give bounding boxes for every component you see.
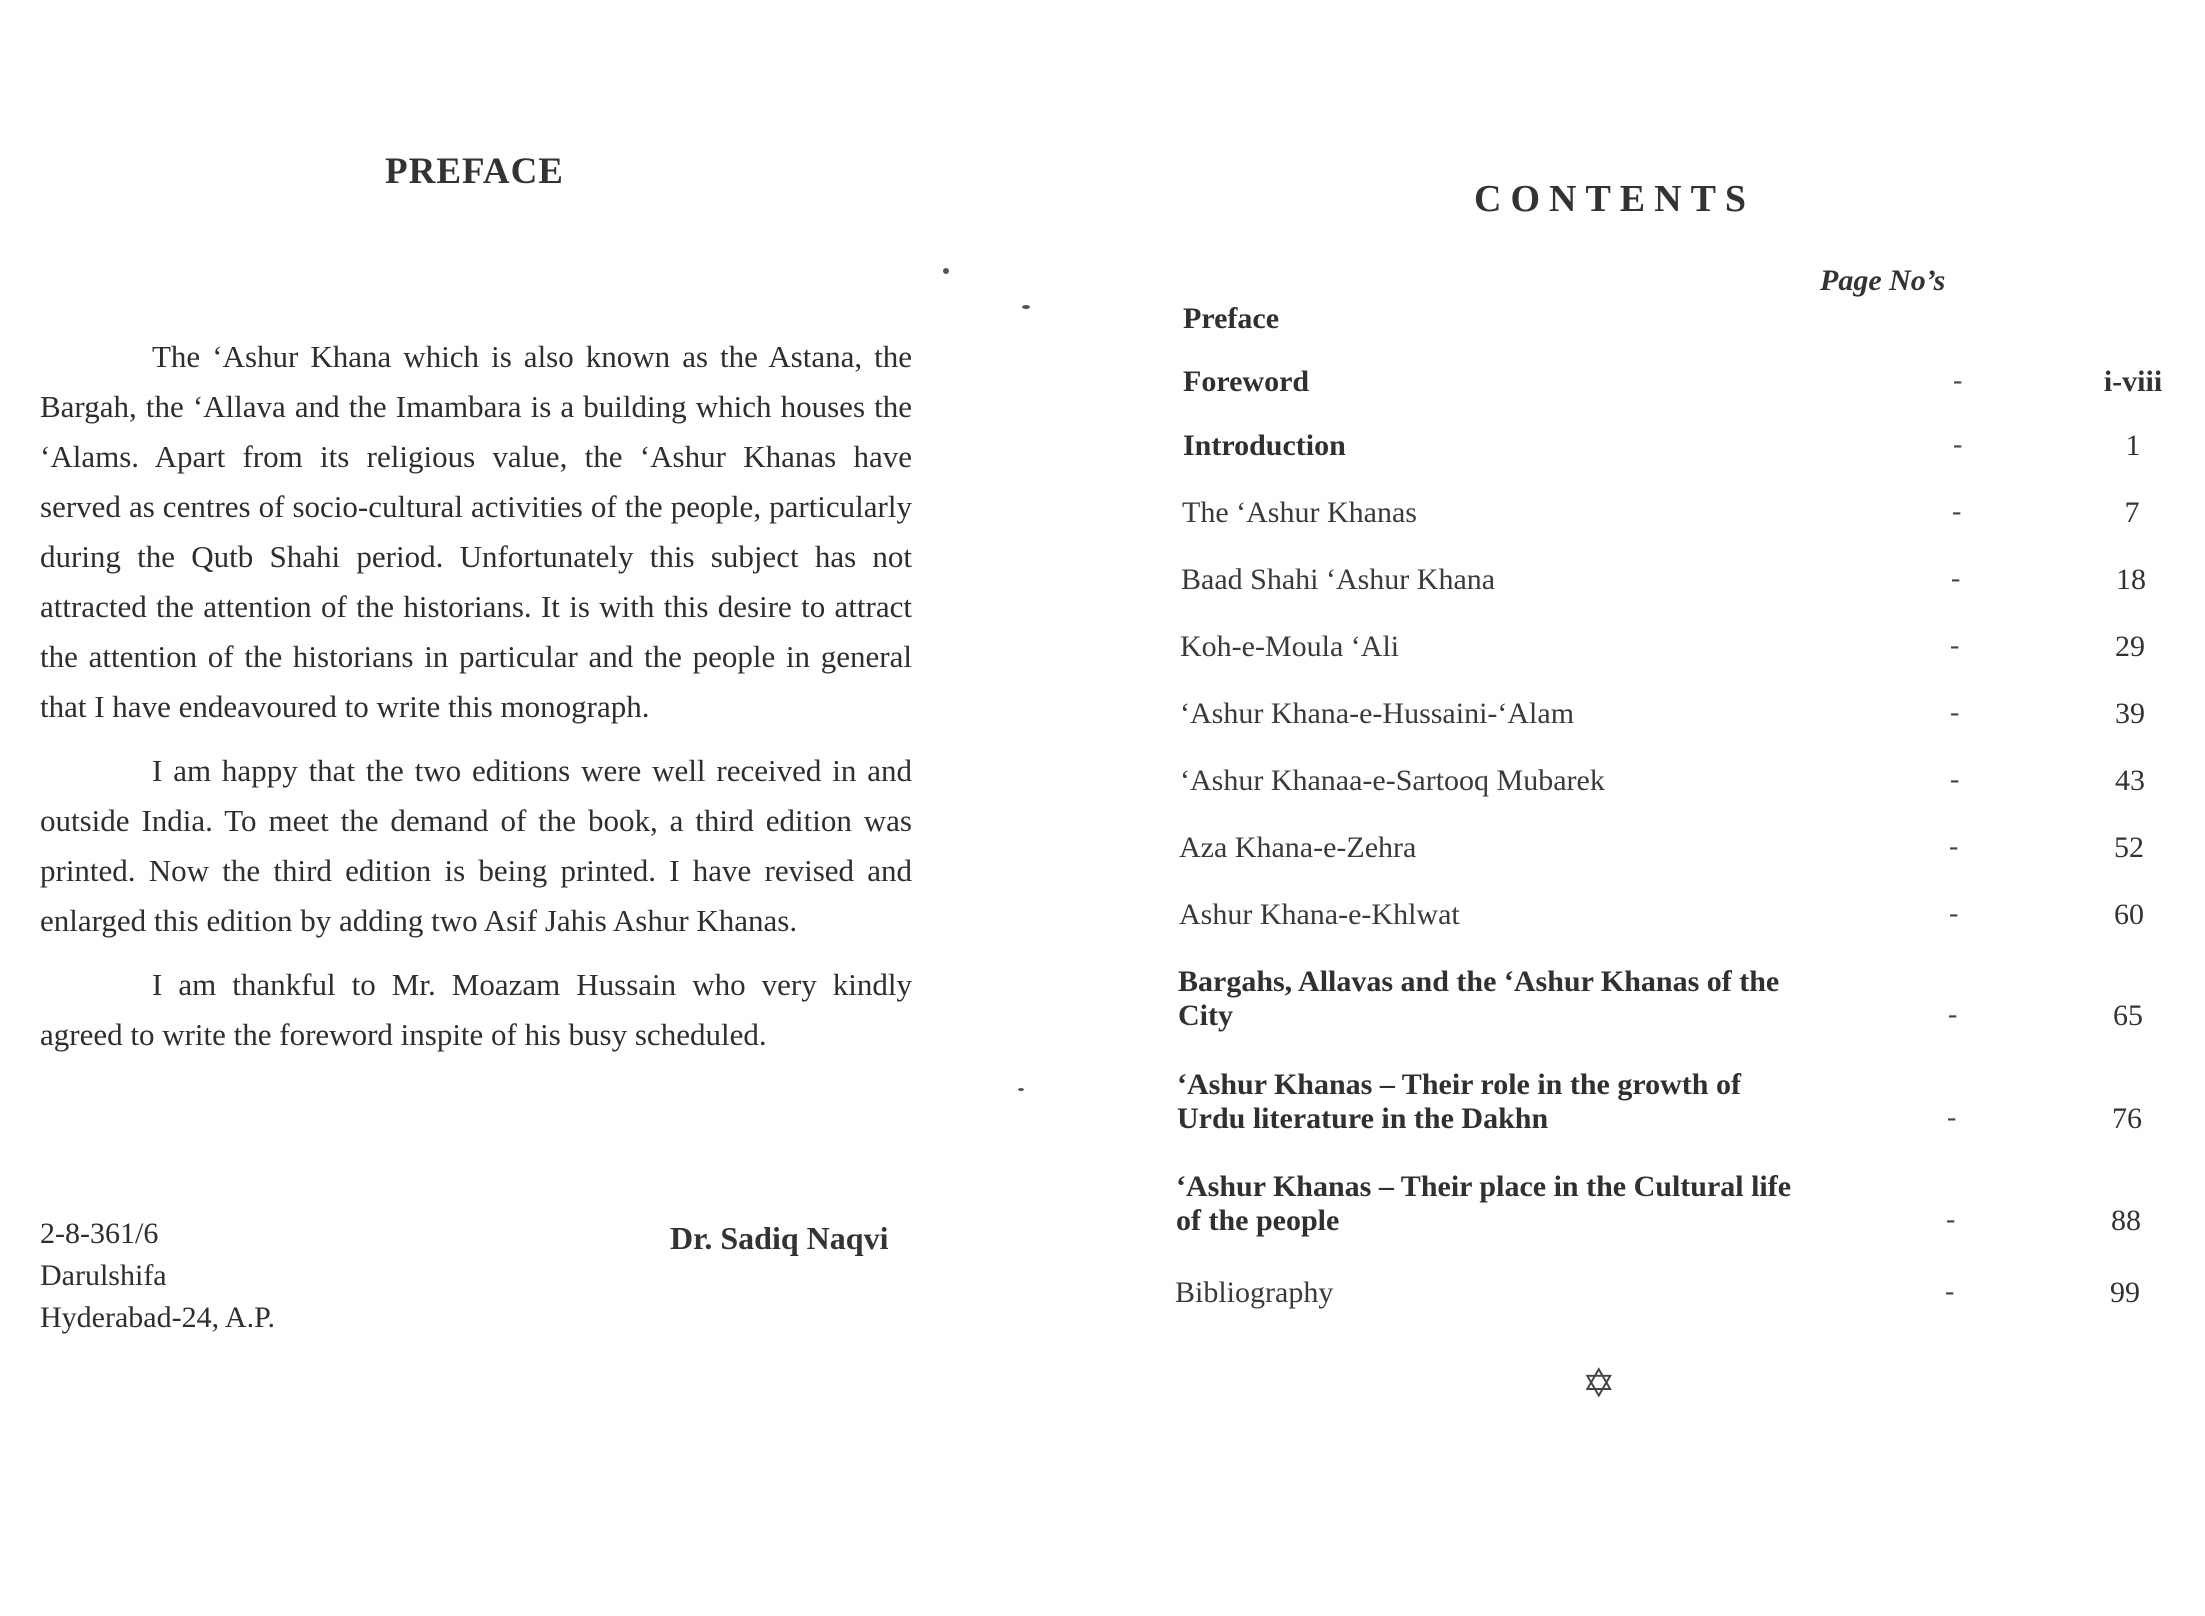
toc-entry [1176,1168,2198,1238]
toc-entry-dash: - [1949,898,1959,929]
toc-entry [1179,862,2201,932]
toc-entry-dash: - [1952,496,1962,527]
toc-entry-page: 43 [2115,764,2145,797]
toc-entry [1175,1240,2197,1310]
toc-entry [1183,329,2205,399]
toc-entry-dash: - [1951,563,1961,594]
toc-entry [1180,594,2202,664]
address-line-3: Hyderabad-24, A.P. [40,1301,275,1334]
toc-entry-title: ‘Ashur Khanas – Their place in the Cultural life of the people [1176,1170,1792,1237]
scan-speck [1022,305,1030,309]
toc-entry-title: Preface [1183,302,1280,335]
preface-body [40,332,912,1074]
toc-entry-title: ‘Ashur Khana-e-Hussaini-‘Alam [1180,697,1575,730]
toc-entry-title: Introduction [1183,429,1346,462]
toc-entry-dash: - [1949,831,1959,862]
toc-entry-title: Foreword [1183,365,1310,398]
toc-entry-page: 60 [2114,898,2144,931]
preface-paragraph-2: I am happy that the two editions were well received in and outside India. To meet the demand of the book, a third edition was printed. Now the third edition is being printed. I have revised and enlarged this edition by adding two Asif Jahis Ashur Khanas. [40,753,912,938]
toc-entry-dash: - [1947,1102,1957,1133]
toc-entry-title: The ‘Ashur Khanas [1182,496,1417,529]
toc-entry-page: 52 [2114,831,2144,864]
address-line-2: Darulshifa [40,1259,167,1292]
toc-entry-title: Baad Shahi ‘Ashur Khana [1181,563,1496,596]
toc-entry [1180,661,2202,731]
scan-speck [943,268,949,274]
toc-entry-title: Ashur Khana-e-Khlwat [1179,898,1460,931]
toc-entry-page: 88 [2111,1204,2141,1237]
toc-entry [1179,795,2201,865]
toc-entry-title: Koh-e-Moula ‘Ali [1180,630,1400,663]
toc-entry-dash: - [1946,1204,1956,1235]
scan-speck [1018,1088,1024,1091]
toc-entry-page: 65 [2113,999,2143,1032]
preface-page [0,0,1000,1616]
author-address [40,1213,275,1339]
toc-entry-page: 99 [2110,1276,2140,1309]
contents-page [1000,0,2163,1616]
toc-entry-page: i-viii [2103,365,2163,398]
toc-entry [1178,963,2200,1033]
star-ornament-icon: ✡ [1582,1361,1616,1406]
toc-entry-title: Bibliography [1175,1276,1334,1309]
toc-entry-page: 39 [2115,697,2145,730]
toc-entry-dash: - [1950,697,1960,728]
toc-entry-dash: - [1948,999,1958,1030]
page-numbers-header: Page No’s [1820,264,1946,297]
toc-entry [1183,266,2205,336]
toc-entry [1181,527,2203,597]
author-signature: Dr. Sadiq Naqvi [670,1220,889,1256]
preface-paragraph-1: The ‘Ashur Khana which is also known as the Astana, the Bargah, the ‘Allava and the Imambara is a building which houses the ‘Alams. Apart from its religious value, the ‘Ashur Khanas have served as centres of socio-cultural activities of the people, particularly during the Qutb Shahi period. Unfortunately this subject has not attracted the attention of the historians. It is with this desire to attract the attention of the historians in particular and the people in general that I have endeavoured to write this monograph. [40,339,912,724]
toc-entry-title: ‘Ashur Khanaa-e-Sartooq Mubarek [1180,764,1605,797]
preface-title: PREFACE [385,151,564,192]
toc-entry-dash: - [1945,1276,1955,1307]
toc-entry [1177,1066,2199,1136]
toc-entry-title: Aza Khana-e-Zehra [1179,831,1417,864]
toc-entry-dash: - [1953,429,1963,460]
toc-entry-page: 29 [2115,630,2145,663]
preface-paragraph-3: I am thankful to Mr. Moazam Hussain who very kindly agreed to write the foreword inspite of his busy scheduled. [40,967,912,1052]
toc-entry-title: Bargahs, Allavas and the ‘Ashur Khanas of the City [1178,965,1780,1032]
contents-title: CONTENTS [1474,178,1756,220]
toc-entry-title: ‘Ashur Khanas – Their role in the growth of Urdu literature in the Dakhn [1177,1068,1741,1135]
toc-entry-page: 76 [2112,1102,2142,1135]
toc-entry-dash: - [1950,630,1960,661]
toc-entry-page: 18 [2116,563,2146,596]
toc-entry [1182,460,2204,530]
toc-entry-dash: - [1950,764,1960,795]
toc-entry [1180,728,2202,798]
toc-entry-page: 1 [2125,429,2141,462]
toc-entry-page: 7 [2124,496,2140,529]
toc-entry-dash: - [1953,365,1963,396]
address-line-1: 2-8-361/6 [40,1217,159,1250]
toc-entry [1183,393,2205,463]
